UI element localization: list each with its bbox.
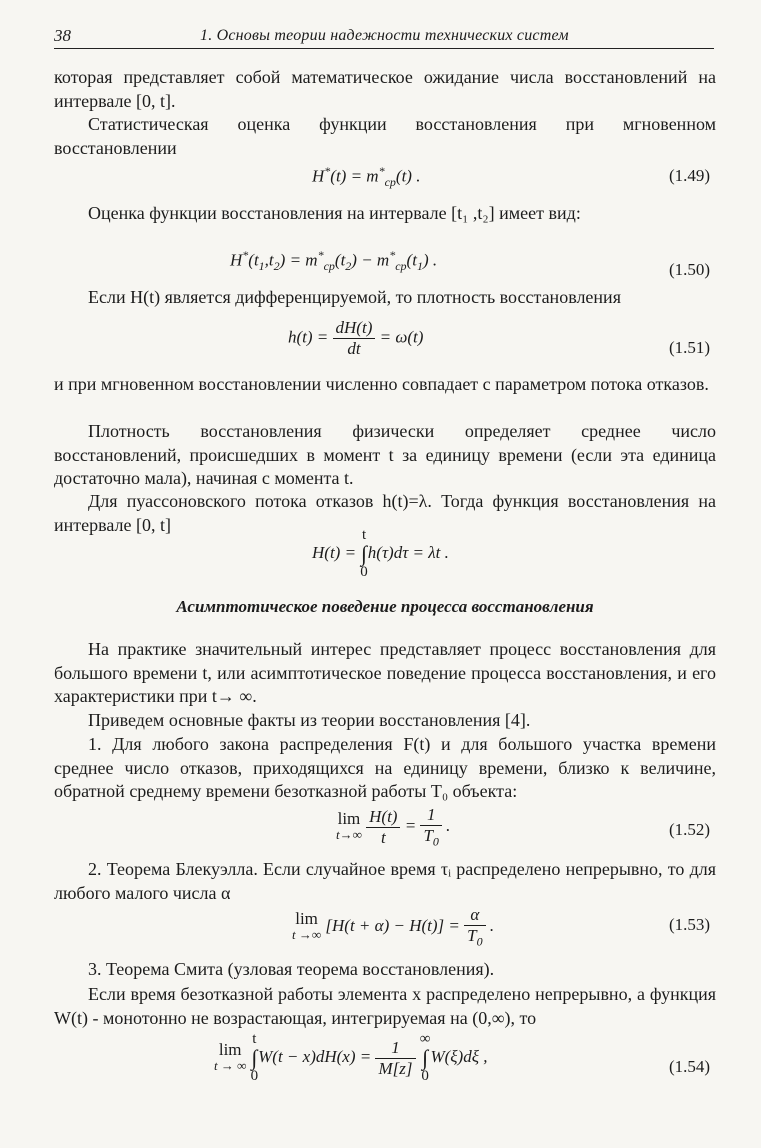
paragraph-13: Если время безотказной работы элемента x распределено непрерывно, а функция W(t) - монотонно не возрастающая, интегрируемая на (0,∞), то [54, 984, 716, 1028]
paragraph-5: и при мгновенном восстановлении численно совпадает с параметром потока отказов. [54, 374, 709, 394]
running-header: 1. Основы теории надежности технических систем [200, 27, 569, 44]
paragraph-1: которая представляет собой математическое ожидание числа восстановлений на интервале [0, t]. [54, 67, 716, 111]
formula-poisson: H(t) = t ∫ 0 h(τ)dτ = λt . [312, 527, 449, 580]
equation-number-1-53: (1.53) [669, 915, 711, 934]
formula-1-49: $H^*(t) = m^*_{cp}(t)$ . [312, 164, 421, 190]
paragraph-12: 3. Теорема Смита (узловая теорема восстановления). [88, 959, 495, 979]
formula-1-51: h(t) = $\frac{dH(t)}{dt}$ = ω(t) [288, 318, 424, 358]
paragraph-9: Приведем основные факты из теории восстановления [4]. [88, 710, 531, 730]
formula-1-52: lim t→∞ $\frac{H(t)}{t}$ = $\frac{1}{T_0}$ . [336, 805, 451, 849]
paragraph-10: 1. Для любого закона распределения F(t) и для большого участка времени среднее число отказов, приходящихся на единицу времени, близко к величине, обратной среднему времени безотказной работы T₀ объекта: [54, 734, 716, 801]
equation-number-1-49: (1.49) [669, 166, 711, 185]
paragraph-3: Оценка функции восстановления на интервале [t₁ ,t₂] имеет вид: [88, 203, 581, 223]
paragraph-4: Если H(t) является дифференцируемой, то плотность восстановления [88, 287, 621, 307]
formula-1-54: lim t → ∞ t ∫ 0 W(t − x)dH(x) = $\frac{1}{M[z]}$ ∞ ∫ 0 W(ξ)dξ , [214, 1031, 488, 1084]
paragraph-8: На практике значительный интерес представляет процесс восстановления для большого времени t, или асимптотическое поведение процесса восстановления, и его характеристики при t→ ∞. [54, 639, 716, 706]
equation-number-1-52: (1.52) [669, 820, 711, 839]
page-number: 38 [54, 26, 71, 45]
formula-1-50: $H^*(t_1,t_2) = m^*_{cp}(t_2) - m^*_{cp}(t_1)$ . [230, 248, 438, 274]
paragraph-11: 2. Теорема Блекуэлла. Если случайное время τᵢ распределено непрерывно, то для любого малого числа α [54, 859, 716, 903]
equation-number-1-51: (1.51) [669, 338, 711, 357]
equation-number-1-54: (1.54) [669, 1057, 711, 1076]
equation-number-1-50: (1.50) [669, 260, 711, 279]
header-rule [54, 48, 714, 49]
section-heading: Асимптотическое поведение процесса восстановления [176, 597, 594, 616]
paragraph-2: Статистическая оценка функции восстановления при мгновенном восстановлении [54, 114, 716, 158]
formula-1-53: lim t →∞ [H(t + α) − H(t)] = $\frac{\alpha}{T_0}$ . [292, 905, 495, 949]
paragraph-7: Для пуассоновского потока отказов h(t)=λ. Тогда функция восстановления на интервале [0, t] [54, 491, 716, 535]
paragraph-6: Плотность восстановления физически определяет среднее число восстановлений, происшедших в момент t за единицу времени (если эта единица достаточно мала), начиная с момента t. [54, 421, 716, 488]
